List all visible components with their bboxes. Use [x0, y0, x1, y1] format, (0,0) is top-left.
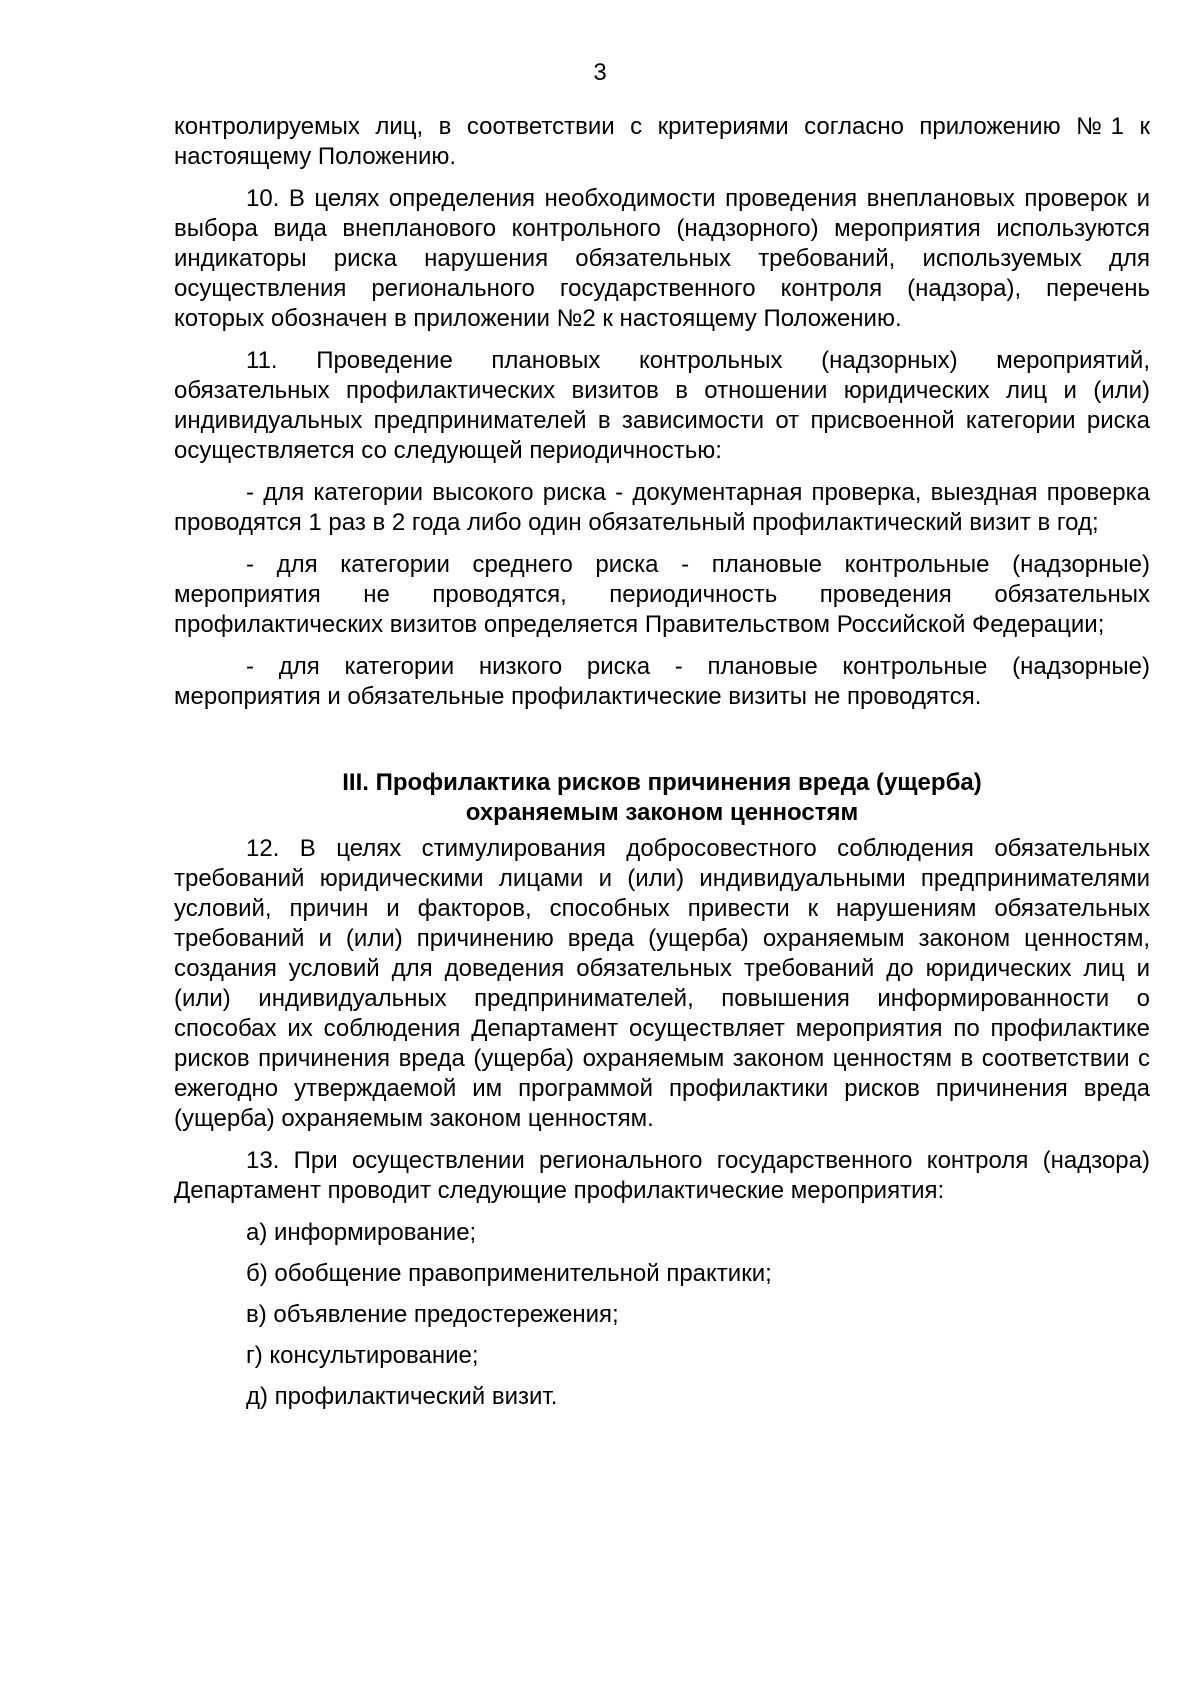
paragraph-13: 13. При осуществлении регионального государственного контроля (надзора) Департамент проводит следующие профилактические мероприятия: — [174, 1147, 1150, 1204]
list-item: д) профилактический визит. — [246, 1383, 558, 1410]
section-gap — [174, 724, 1150, 768]
paragraph-12: 12. В целях стимулирования добросовестного соблюдения обязательных требований юридическими лицами и (или) индивидуальными предпринимателями условий, причин и факторов, способных привести к нарушениям обязательных требований и (или) причинению вреда (ущерба) охраняемым законом ценностям, создания условий для доведения обязательных требований до юридических лиц и (или) индивидуальных предпринимателей, повышения информированности о способах их соблюдения Департамент осуществляет мероприятия по профилактике рисков причинения вреда (ущерба) охраняемым законом ценностям в соответствии с ежегодно утверждаемой им программой профилактики рисков причинения вреда (ущерба) охраняемым законом ценностям. — [174, 835, 1150, 1132]
list-item: в) объявление предостережения; — [246, 1301, 619, 1328]
paragraph-low-risk: - для категории низкого риска - плановые контрольные (надзорные) мероприятия и обязательные профилактические визиты не проводятся. — [174, 653, 1150, 710]
list-item: а) информирование; — [246, 1219, 477, 1246]
paragraph-11: 11. Проведение плановых контрольных (надзорных) мероприятий, обязательных профилактических визитов в отношении юридических лиц и (или) индивидуальных предпринимателей в зависимости от присвоенной категории риска осуществляется со следующей периодичностью: — [174, 347, 1150, 464]
section-heading-line-1: III. Профилактика рисков причинения вреда (ущерба) — [342, 769, 982, 796]
paragraph-high-risk: - для категории высокого риска - документарная проверка, выездная проверка проводятся 1 раз в 2 года либо один обязательный профилактический визит в год; — [174, 479, 1150, 536]
section-heading — [174, 768, 1150, 828]
list-item: г) консультирование; — [246, 1342, 479, 1369]
paragraph-continuation: контролируемых лиц, в соответствии с критериями согласно приложению №1 к настоящему Положению. — [174, 113, 1150, 170]
document-body — [174, 112, 1150, 1423]
section-heading-line-2: охраняемым законом ценностям — [465, 799, 859, 826]
measures-list — [174, 1218, 1150, 1412]
list-item: б) обобщение правоприменительной практики; — [246, 1260, 772, 1287]
paragraph-10: 10. В целях определения необходимости проведения внеплановых проверок и выбора вида внепланового контрольного (надзорного) мероприятия используются индикаторы риска нарушения обязательных требований, используемых для осуществления регионального государственного контроля (надзора), перечень которых обозначен в приложении №2 к настоящему Положению. — [174, 185, 1150, 332]
page-number: 3 — [593, 59, 607, 86]
paragraph-medium-risk: - для категории среднего риска - плановые контрольные (надзорные) мероприятия не проводятся, периодичность проведения обязательных профилактических визитов определяется Правительством Российской Федерации; — [174, 551, 1150, 638]
